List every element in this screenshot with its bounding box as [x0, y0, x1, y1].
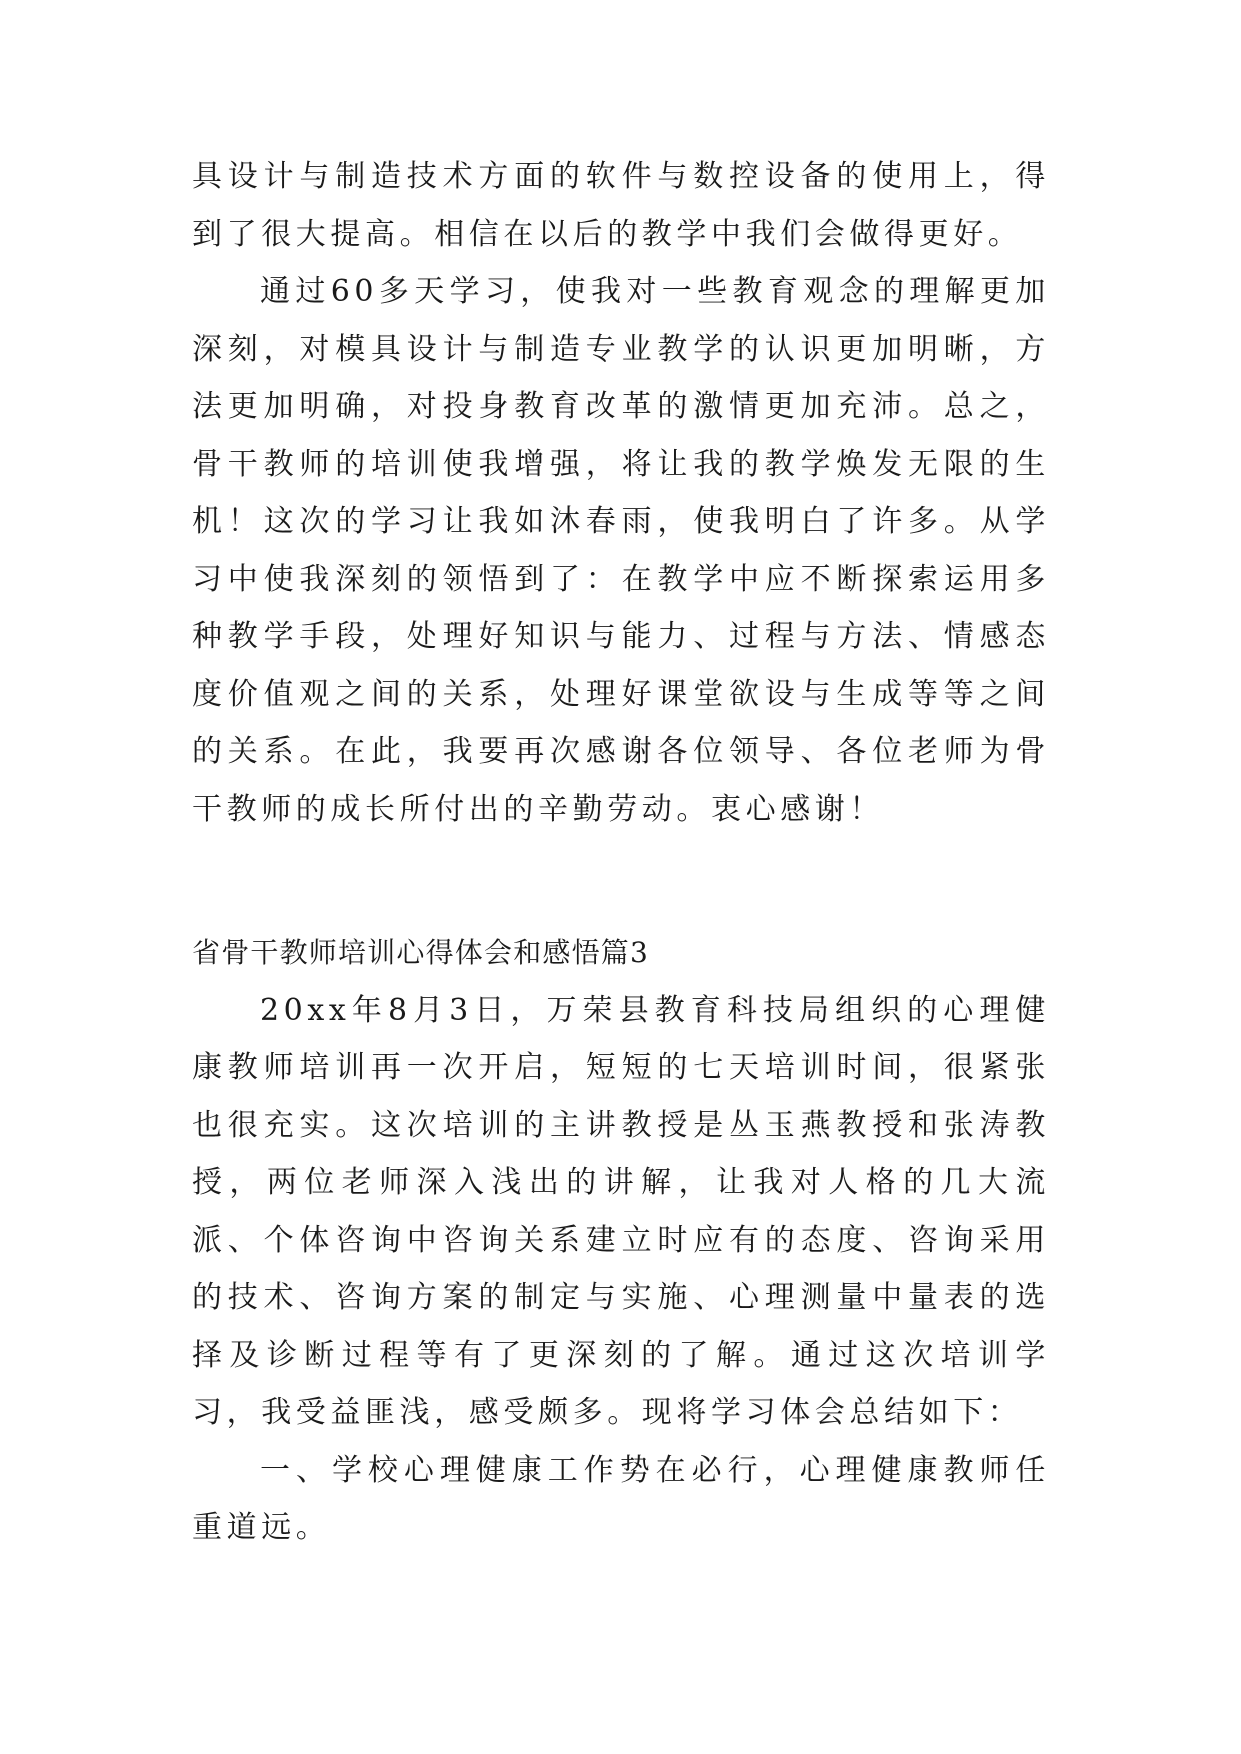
document-body — [192, 148, 1050, 1557]
paragraph-point-one: 一、学校心理健康工作势在必行，心理健康教师任重道远。 — [192, 1452, 1050, 1545]
paragraph-training-intro: 20xx年8月3日，万荣县教育科技局组织的心理健康教师培训再一次开启，短短的七天培训时间，很紧张也很充实。这次培训的主讲教授是丛玉燕教授和张涛教授，两位老师深入浅出的讲解，让我对人格的几大流派、个体咨询中咨询关系建立时应有的态度、咨询采用的技术、咨询方案的制定与实施、心理测量中量表的选择及诊断过程等有了更深刻的了解。通过这次培训学习，我受益匪浅，感受颇多。现将学习体会总结如下： — [192, 992, 1050, 1430]
paragraph-continuation: 具设计与制造技术方面的软件与数控设备的使用上，得到了很大提高。相信在以后的教学中我们会做得更好。 — [192, 159, 1050, 252]
section-title: 省骨干教师培训心得体会和感悟篇3 — [192, 936, 650, 969]
paragraph-study-reflection: 通过60多天学习，使我对一些教育观念的理解更加深刻，对模具设计与制造专业教学的认识更加明晰，方法更加明确，对投身教育改革的激情更加充沛。总之，骨干教师的培训使我增强，将让我的教学焕发无限的生机！这次的学习让我如沐春雨，使我明白了许多。从学习中使我深刻的领悟到了：在教学中应不断探索运用多种教学手段，处理好知识与能力、过程与方法、情感态度价值观之间的关系，处理好课堂欲设与生成等等之间的关系。在此，我要再次感谢各位领导、各位老师为骨干教师的成长所付出的辛勤劳动。衷心感谢！ — [192, 274, 1050, 827]
section-spacer — [192, 838, 1050, 924]
